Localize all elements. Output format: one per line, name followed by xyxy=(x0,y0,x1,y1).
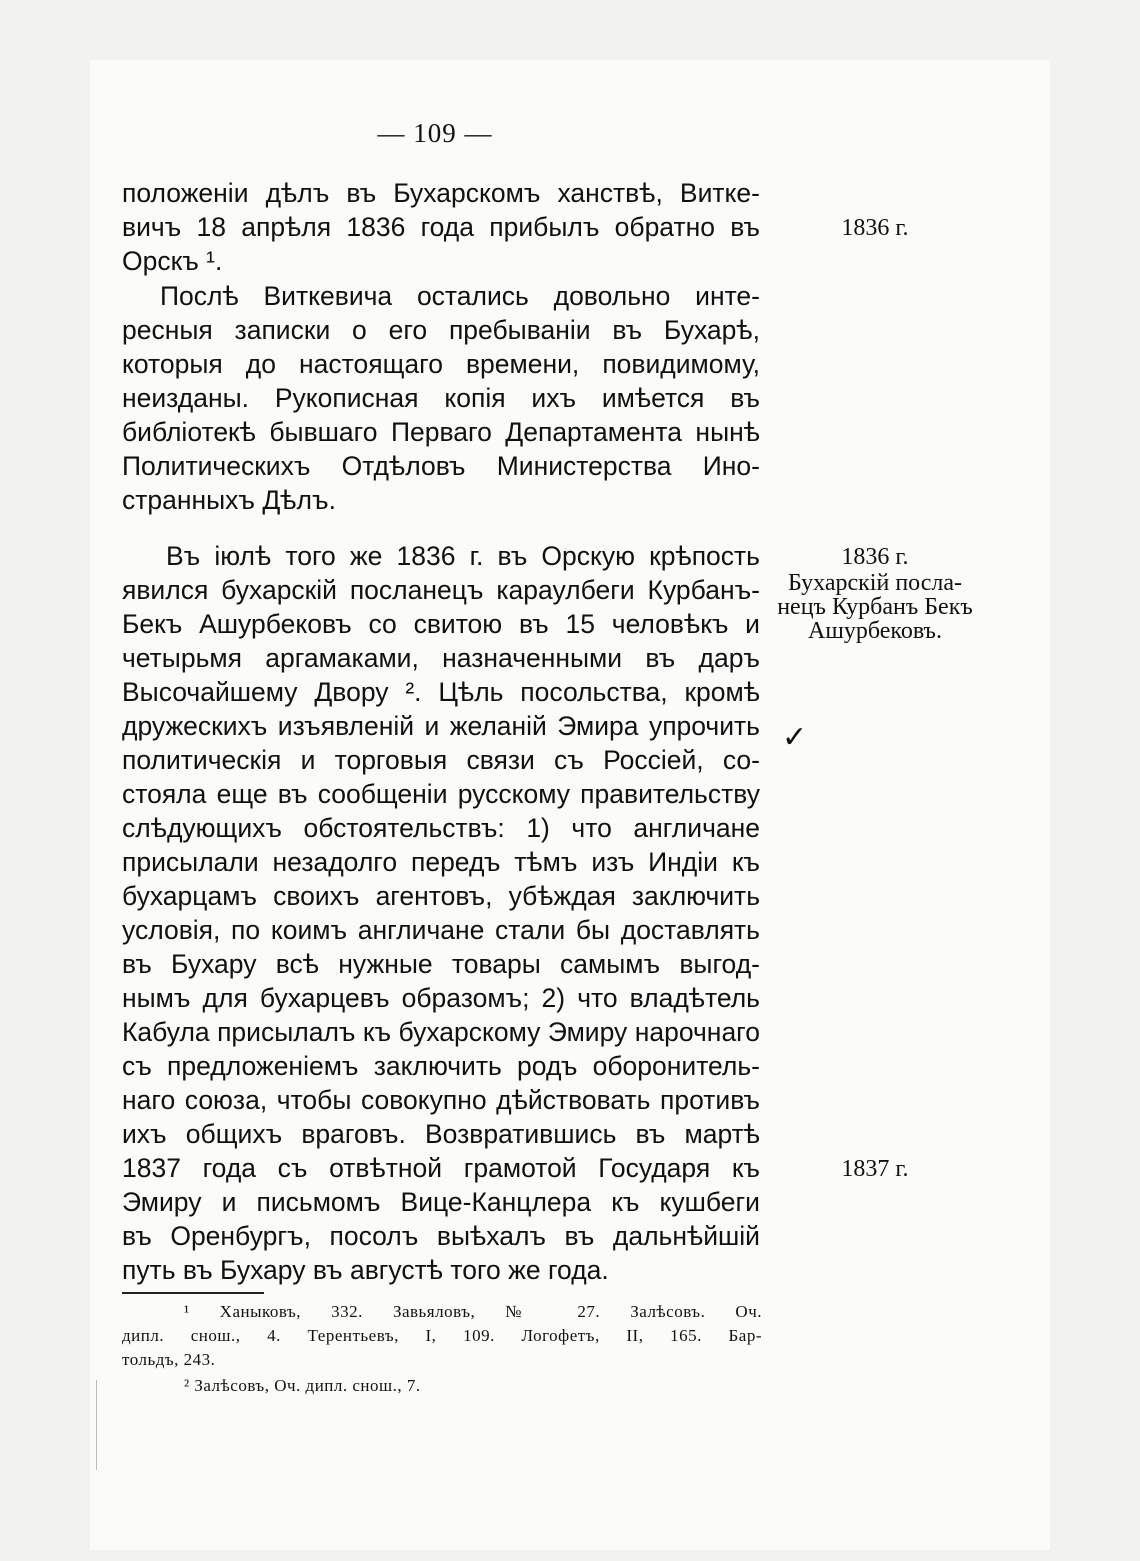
footnote-divider xyxy=(122,1292,264,1294)
margin-note-year: 1836 г. xyxy=(841,215,909,241)
text-line: Высочайшему Двору ². Цѣль посольства, кромѣ xyxy=(122,677,760,707)
text-line: присылали незадолго передъ тѣмъ изъ Индіи къ xyxy=(122,847,760,877)
text-line: нымъ для бухарцевъ образомъ; 2) что владѣтель xyxy=(122,983,760,1013)
text-line: въ Бухару всѣ нужные товары самымъ выгод- xyxy=(122,949,760,979)
text-line: 1837 года съ отвѣтной грамотой Государя къ xyxy=(122,1153,760,1183)
text-line: ресныя записки о его пребываніи въ Бухарѣ, xyxy=(122,315,760,345)
margin-note-year: 1836 г. xyxy=(841,544,909,570)
margin-note-envoy-line2: нецъ Курбанъ Бекъ xyxy=(777,594,973,620)
footnote-line: тольдъ, 243. xyxy=(122,1350,216,1369)
margin-note-envoy-line3: Ашурбековъ. xyxy=(808,618,942,644)
margin-note-envoy-line1: Бухарскій посла- xyxy=(787,570,963,596)
text-line: явился бухарскій посланецъ караулбеги Курбанъ- xyxy=(122,575,760,605)
text-line: наго союза, чтобы совокупно дѣйствовать противъ xyxy=(122,1085,760,1115)
text-line: Бекъ Ашурбековъ со свитою въ 15 человѣкъ и xyxy=(122,609,760,639)
text-line: условія, по коимъ англичане стали бы доставлять xyxy=(122,915,760,945)
text-line: положеніи дѣлъ въ Бухарскомъ ханствѣ, Витке- xyxy=(122,178,760,208)
text-line: неизданы. Рукописная копія ихъ имѣется въ xyxy=(122,383,760,413)
text-line: странныхъ Дѣлъ. xyxy=(122,485,336,515)
text-line: съ предложеніемъ заключить родъ оборонитель- xyxy=(122,1051,760,1081)
text-line: Орскъ ¹. xyxy=(122,246,223,276)
text-line: которыя до настоящаго времени, повидимому, xyxy=(122,349,760,379)
text-line: четырьмя аргамаками, назначенными въ даръ xyxy=(122,643,760,673)
text-line: путь въ Бухару въ августѣ того же года. xyxy=(122,1255,609,1285)
text-line: Въ іюлѣ того же 1836 г. въ Орскую крѣпость xyxy=(166,541,760,571)
text-line: въ Оренбургъ, посолъ выѣхалъ въ дальнѣйшій xyxy=(122,1221,760,1251)
page-number: — 109 — xyxy=(377,118,493,148)
text-line: библіотекѣ бывшаго Перваго Департамента нынѣ xyxy=(122,417,760,447)
text-line: Политическихъ Отдѣловъ Министерства Ино- xyxy=(122,451,760,481)
footnote-line: дипл. снош., 4. Терентьевъ, I, 109. Логофетъ, II, 165. Бар- xyxy=(122,1326,762,1345)
text-line: слѣдующихъ обстоятельствъ: 1) что англичане xyxy=(122,813,760,843)
text-line: Послѣ Виткевича остались довольно инте- xyxy=(160,281,760,311)
footnote-line: ² Залѣсовъ, Оч. дипл. снош., 7. xyxy=(184,1376,421,1395)
footnote-line: ¹ Ханыковъ, 332. Завьяловъ, № 27. Залѣсовъ. Оч. xyxy=(184,1302,762,1321)
text-line: дружескихъ изъявленій и желаній Эмира упрочить xyxy=(122,711,760,741)
text-line: стояла еще въ сообщеніи русскому правительству xyxy=(122,779,760,809)
check-mark-icon: ✓ xyxy=(782,720,808,755)
margin-note-year: 1837 г. xyxy=(841,1156,909,1182)
text-line: ихъ общихъ враговъ. Возвратившись въ мартѣ xyxy=(122,1119,760,1149)
text-line: бухарцамъ своихъ агентовъ, убѣждая заключить xyxy=(122,881,760,911)
scan-artifact xyxy=(96,1380,97,1470)
text-line: Эмиру и письмомъ Вице-Канцлера къ кушбеги xyxy=(122,1187,760,1217)
text-line: вичъ 18 апрѣля 1836 года прибылъ обратно въ xyxy=(122,212,760,242)
text-line: Кабула присылалъ къ бухарскому Эмиру нарочнаго xyxy=(122,1017,760,1047)
text-line: политическія и торговыя связи съ Россіей, со- xyxy=(122,745,760,775)
